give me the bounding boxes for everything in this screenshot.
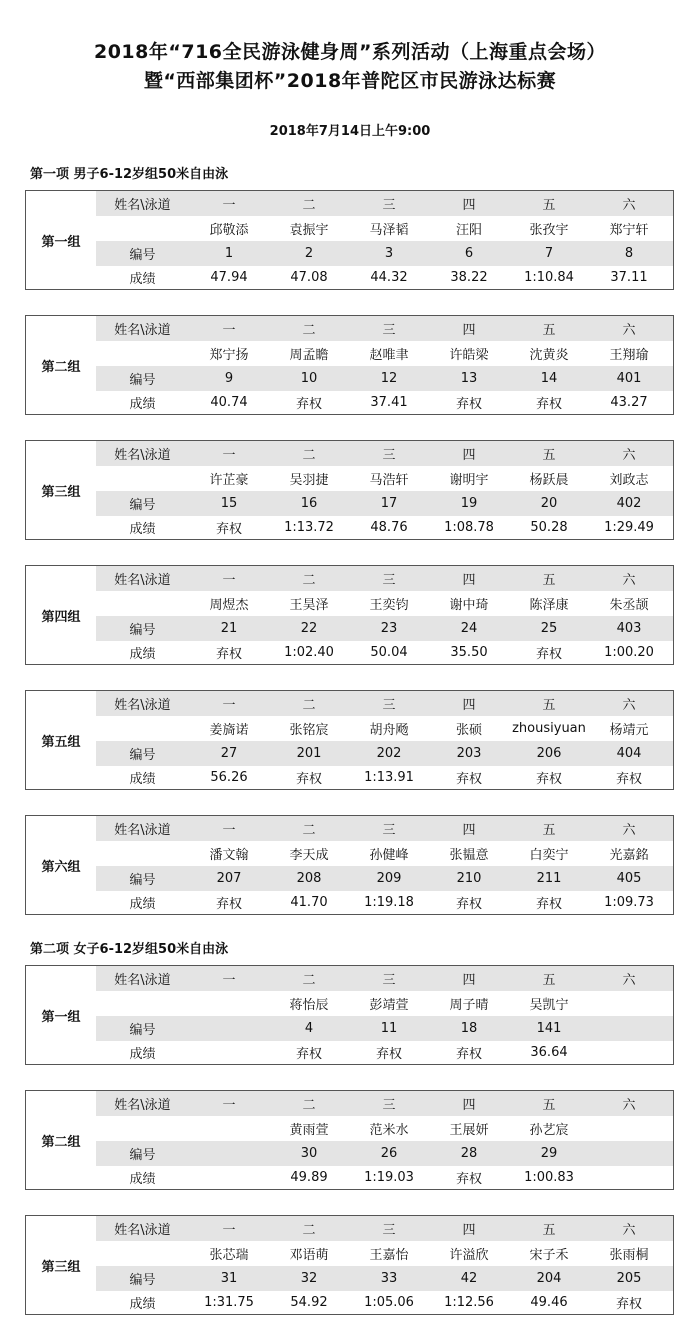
lane-label: 姓名\泳道: [114, 448, 171, 463]
lane-number: 四: [462, 448, 476, 463]
lane-number: 三: [382, 698, 396, 713]
scores-row: [96, 765, 673, 789]
swimmer-number: 401: [616, 371, 642, 386]
scores-row: [96, 1165, 673, 1189]
swimmer-name: 邓语萌: [289, 1248, 329, 1263]
lane-number: 二: [302, 973, 316, 988]
lane-number: 四: [462, 1098, 476, 1113]
numbers-row: [96, 1016, 673, 1041]
swimmer-score: 47.94: [210, 269, 248, 285]
swimmer-score: 弃权: [215, 521, 242, 537]
swimmer-score: 弃权: [535, 771, 562, 787]
group-label: 第五组: [41, 734, 81, 750]
swimmer-name: 汪阳: [455, 223, 482, 238]
swimmer-name: 周子晴: [449, 998, 489, 1013]
lane-number: 五: [542, 323, 556, 338]
lane-number: 六: [622, 1223, 636, 1238]
lane-number: 六: [622, 823, 636, 838]
swimmer-number: 16: [300, 496, 318, 511]
result-group-table: [25, 565, 674, 665]
swimmer-number: 7: [544, 246, 554, 261]
lane-number: 四: [462, 823, 476, 838]
swimmer-score: 弃权: [215, 646, 242, 662]
lane-header-row: [96, 191, 673, 216]
swimmer-number: 4: [304, 1021, 314, 1036]
score-label: 成绩: [129, 646, 156, 662]
swimmer-score: 1:05.06: [364, 1294, 414, 1310]
group-label: 第一组: [41, 1009, 81, 1025]
lane-number: 三: [382, 1223, 396, 1238]
swimmer-name: 陈泽康: [529, 598, 569, 613]
swimmer-score: 40.74: [210, 394, 248, 410]
lane-number: 四: [462, 198, 476, 213]
result-group-table: [25, 190, 674, 290]
lane-number: 五: [542, 823, 556, 838]
group-label: 第三组: [41, 1259, 81, 1275]
swimmer-number: 403: [616, 621, 642, 636]
lane-number: 六: [622, 573, 636, 588]
numbers-row: [96, 491, 673, 516]
scores-row: [96, 1040, 673, 1064]
swimmer-number: 1: [224, 246, 234, 261]
swimmer-number: 210: [456, 871, 482, 886]
swimmer-score: 弃权: [295, 1046, 322, 1062]
lane-number: 六: [622, 198, 636, 213]
numbers-row: [96, 741, 673, 766]
lane-number: 五: [542, 973, 556, 988]
swimmer-number: 32: [300, 1271, 318, 1286]
swimmer-name: 张韫意: [449, 848, 489, 863]
lane-label: 姓名\泳道: [114, 1223, 171, 1238]
swimmer-number: 19: [460, 496, 478, 511]
swimmer-name: 吴羽捷: [289, 473, 329, 488]
swimmer-name: 马泽韬: [369, 223, 409, 238]
score-label: 成绩: [129, 771, 156, 787]
swimmer-score: 44.32: [370, 269, 408, 285]
lane-number: 三: [382, 198, 396, 213]
result-group-table: [25, 965, 674, 1065]
lane-label: 姓名\泳道: [114, 198, 171, 213]
scores-row: [96, 515, 673, 539]
swimmer-number: 29: [540, 1146, 558, 1161]
numbers-row: [96, 866, 673, 891]
result-group-table: [25, 315, 674, 415]
lane-number: 二: [302, 573, 316, 588]
swimmer-number: 21: [220, 621, 238, 636]
swimmer-name: 孙艺宸: [529, 1123, 569, 1138]
swimmer-score: 1:10.84: [524, 269, 574, 285]
lane-number: 五: [542, 198, 556, 213]
swimmer-number: 26: [380, 1146, 398, 1161]
swimmer-score: 56.26: [210, 769, 248, 785]
swimmer-number: 23: [380, 621, 398, 636]
names-row: [96, 841, 673, 866]
lane-number: 二: [302, 448, 316, 463]
swimmer-name: 赵唯聿: [369, 348, 409, 363]
swimmer-number: 22: [300, 621, 318, 636]
swimmer-number: 10: [300, 371, 318, 386]
swimmer-name: 王奕钧: [369, 598, 409, 613]
names-row: [96, 341, 673, 366]
swimmer-name: 谢中琦: [449, 598, 489, 613]
swimmer-number: 11: [380, 1021, 398, 1036]
swimmer-number: 27: [220, 746, 238, 761]
lane-number: 六: [622, 1098, 636, 1113]
names-row: [96, 716, 673, 741]
lane-label: 姓名\泳道: [114, 323, 171, 338]
swimmer-number: 9: [224, 371, 234, 386]
lane-header-row: [96, 691, 673, 716]
number-label: 编号: [129, 873, 156, 888]
names-row: [96, 991, 673, 1016]
swimmer-number: 2: [304, 246, 314, 261]
swimmer-number: 12: [380, 371, 398, 386]
swimmer-name: 吴凯宁: [529, 998, 569, 1013]
swimmer-number: 141: [536, 1021, 562, 1036]
number-label: 编号: [129, 1148, 156, 1163]
swimmer-score: 50.28: [530, 519, 568, 535]
swimmer-name: 范米水: [369, 1123, 409, 1138]
swimmer-score: 43.27: [610, 394, 648, 410]
swimmer-name: 张雨桐: [609, 1248, 649, 1263]
lane-number: 五: [542, 1223, 556, 1238]
swimmer-name: 蒋怡辰: [289, 998, 329, 1013]
swimmer-number: 20: [540, 496, 558, 511]
numbers-row: [96, 366, 673, 391]
swimmer-name: 马浩轩: [369, 473, 409, 488]
swimmer-number: 207: [216, 871, 242, 886]
swimmer-score: 50.04: [370, 644, 408, 660]
lane-number: 二: [302, 198, 316, 213]
group-label: 第一组: [41, 234, 81, 250]
swimmer-score: 弃权: [455, 1171, 482, 1187]
scores-row: [96, 390, 673, 414]
result-group-table: [25, 1090, 674, 1190]
names-row: [96, 591, 673, 616]
lane-number: 一: [222, 823, 236, 838]
swimmer-number: 208: [296, 871, 322, 886]
lane-number: 三: [382, 973, 396, 988]
lane-number: 一: [222, 323, 236, 338]
lane-label: 姓名\泳道: [114, 823, 171, 838]
swimmer-name: 姜旖诺: [209, 723, 249, 738]
swimmer-score: 1:09.73: [604, 894, 654, 910]
lane-number: 六: [622, 323, 636, 338]
swimmer-score: 弃权: [455, 771, 482, 787]
score-label: 成绩: [129, 521, 156, 537]
swimmer-number: 205: [616, 1271, 642, 1286]
event-date: 2018年7月14日上午9:00: [269, 124, 431, 139]
swimmer-score: 弃权: [535, 646, 562, 662]
swimmer-number: 18: [460, 1021, 478, 1036]
swimmer-score: 1:12.56: [444, 1294, 494, 1310]
group-label: 第四组: [41, 609, 81, 625]
number-label: 编号: [129, 373, 156, 388]
lane-header-row: [96, 816, 673, 841]
swimmer-name: 许皓梁: [449, 348, 489, 363]
score-label: 成绩: [129, 1171, 156, 1187]
score-label: 成绩: [129, 1296, 156, 1312]
scores-row: [96, 265, 673, 289]
swimmer-score: 37.11: [610, 269, 648, 285]
swimmer-name: 李天成: [289, 848, 329, 863]
swimmer-number: 6: [464, 246, 474, 261]
swimmer-score: 弃权: [455, 1046, 482, 1062]
swimmer-number: 404: [616, 746, 642, 761]
page-title-line1: 2018年“716全民游泳健身周”系列活动（上海重点会场）: [93, 41, 607, 63]
names-row: [96, 1241, 673, 1266]
numbers-row: [96, 241, 673, 266]
swimmer-number: 201: [296, 746, 322, 761]
swimmer-name: 白奕宁: [529, 848, 569, 863]
result-group-table: [25, 440, 674, 540]
swimmer-score: 1:19.18: [364, 894, 414, 910]
swimmer-name: 宋子禾: [529, 1248, 569, 1263]
lane-number: 四: [462, 1223, 476, 1238]
lane-number: 五: [542, 1098, 556, 1113]
result-group-table: [25, 690, 674, 790]
swimmer-score: 1:29.49: [604, 519, 654, 535]
number-label: 编号: [129, 623, 156, 638]
lane-header-row: [96, 1091, 673, 1116]
score-label: 成绩: [129, 1046, 156, 1062]
swimmer-name: 许溢欣: [449, 1248, 489, 1263]
swimmer-number: 209: [376, 871, 402, 886]
swimmer-name: 张铭宸: [289, 723, 329, 738]
swimmer-score: 弃权: [535, 896, 562, 912]
swimmer-name: 胡舟飏: [369, 723, 409, 738]
swimmer-score: 弃权: [455, 396, 482, 412]
swimmer-name: 沈黄炎: [529, 348, 569, 363]
score-label: 成绩: [129, 271, 156, 287]
swimmer-name: 周煜杰: [209, 598, 249, 613]
page-title-line2: 暨“西部集团杯”2018年普陀区市民游泳达标赛: [143, 70, 557, 92]
lane-number: 三: [382, 823, 396, 838]
numbers-row: [96, 1266, 673, 1291]
names-row: [96, 466, 673, 491]
swimmer-name: 张硕: [455, 723, 482, 738]
swimmer-score: 41.70: [290, 894, 328, 910]
scores-row: [96, 1290, 673, 1314]
swimmer-score: 47.08: [290, 269, 328, 285]
swimmer-name: 周孟瞻: [289, 348, 329, 363]
result-group-table: [25, 815, 674, 915]
swimmer-score: 1:13.72: [284, 519, 334, 535]
lane-number: 六: [622, 973, 636, 988]
swimmer-number: 3: [384, 246, 394, 261]
swimmer-number: 17: [380, 496, 398, 511]
swimmer-score: 弃权: [215, 896, 242, 912]
swimmer-score: 48.76: [370, 519, 408, 535]
lane-number: 六: [622, 448, 636, 463]
swimmer-number: 30: [300, 1146, 318, 1161]
swimmer-score: 1:00.20: [604, 644, 654, 660]
swimmer-number: 13: [460, 371, 478, 386]
swimmer-number: 211: [536, 871, 562, 886]
swimmer-score: 54.92: [290, 1294, 328, 1310]
swimmer-name: 杨跃晨: [529, 473, 569, 488]
lane-label: 姓名\泳道: [114, 573, 171, 588]
swimmer-score: 38.22: [450, 269, 488, 285]
swimmer-name: 王展妍: [449, 1123, 489, 1138]
scores-row: [96, 890, 673, 914]
swimmer-name: 谢明宇: [449, 473, 489, 488]
swimmer-number: 15: [220, 496, 238, 511]
lane-number: 一: [222, 698, 236, 713]
swimmer-score: 1:19.03: [364, 1169, 414, 1185]
lane-number: 六: [622, 698, 636, 713]
swimmer-score: 35.50: [450, 644, 488, 660]
lane-header-row: [96, 316, 673, 341]
swimmer-number: 28: [460, 1146, 478, 1161]
swimmer-score: 37.41: [370, 394, 408, 410]
swimmer-score: 1:08.78: [444, 519, 494, 535]
lane-number: 一: [222, 573, 236, 588]
numbers-row: [96, 1141, 673, 1166]
lane-label: 姓名\泳道: [114, 698, 171, 713]
swimmer-score: 弃权: [615, 1296, 642, 1312]
lane-number: 三: [382, 448, 396, 463]
names-row: [96, 1116, 673, 1141]
swimmer-score: 弃权: [455, 896, 482, 912]
score-label: 成绩: [129, 396, 156, 412]
lane-number: 二: [302, 1223, 316, 1238]
swimmer-score: 36.64: [530, 1044, 568, 1060]
swimmer-score: 1:02.40: [284, 644, 334, 660]
group-label: 第二组: [41, 359, 81, 375]
lane-number: 四: [462, 698, 476, 713]
number-label: 编号: [129, 748, 156, 763]
swimmer-score: 1:00.83: [524, 1169, 574, 1185]
swimmer-name: 张孜宇: [529, 223, 569, 238]
score-label: 成绩: [129, 896, 156, 912]
swimmer-name: 袁振宇: [289, 223, 329, 238]
lane-number: 一: [222, 1098, 236, 1113]
lane-label: 姓名\泳道: [114, 973, 171, 988]
lane-number: 二: [302, 823, 316, 838]
swimmer-number: 202: [376, 746, 402, 761]
lane-number: 二: [302, 1098, 316, 1113]
lane-number: 一: [222, 448, 236, 463]
lane-header-row: [96, 966, 673, 991]
swimmer-name: 郑宁扬: [209, 348, 249, 363]
swimmer-name: 王昊泽: [289, 598, 329, 613]
swimmer-name: 朱丞颉: [609, 598, 649, 613]
swimmer-number: 206: [536, 746, 562, 761]
swimmer-name: 黄雨萱: [289, 1123, 329, 1138]
swimmer-score: 弃权: [375, 1046, 402, 1062]
swimmer-name: 刘政志: [609, 473, 649, 488]
lane-header-row: [96, 566, 673, 591]
swimmer-number: 14: [540, 371, 558, 386]
lane-number: 三: [382, 1098, 396, 1113]
scores-row: [96, 640, 673, 664]
swimmer-name: 孙健峰: [369, 848, 409, 863]
swimmer-name: zhousiyuan: [512, 721, 586, 736]
swimmer-name: 郑宁轩: [609, 223, 649, 238]
swimmer-number: 204: [536, 1271, 562, 1286]
lane-header-row: [96, 1216, 673, 1241]
lane-number: 四: [462, 573, 476, 588]
swimmer-number: 31: [220, 1271, 238, 1286]
swimmer-score: 49.46: [530, 1294, 568, 1310]
swimmer-score: 弃权: [615, 771, 642, 787]
swimmer-name: 光嘉銘: [609, 848, 649, 863]
swimmer-name: 潘文翰: [209, 848, 249, 863]
lane-number: 五: [542, 698, 556, 713]
swimmer-name: 邱敬添: [209, 223, 249, 238]
number-label: 编号: [129, 498, 156, 513]
swimmer-number: 33: [380, 1271, 398, 1286]
swimmer-score: 1:13.91: [364, 769, 414, 785]
swimmer-name: 张芯瑞: [209, 1248, 249, 1263]
section-title: 第一项 男子6-12岁组50米自由泳: [30, 167, 229, 182]
swimmer-number: 25: [540, 621, 558, 636]
swimmer-name: 彭靖萱: [369, 998, 409, 1013]
names-row: [96, 216, 673, 241]
lane-header-row: [96, 441, 673, 466]
lane-number: 五: [542, 448, 556, 463]
swimmer-number: 42: [460, 1271, 478, 1286]
lane-number: 二: [302, 698, 316, 713]
swimmer-number: 8: [624, 246, 634, 261]
lane-number: 三: [382, 323, 396, 338]
swimmer-number: 203: [456, 746, 482, 761]
swimmer-number: 402: [616, 496, 642, 511]
section-title: 第二项 女子6-12岁组50米自由泳: [30, 942, 229, 957]
lane-number: 四: [462, 973, 476, 988]
swimmer-name: 杨靖元: [609, 723, 649, 738]
number-label: 编号: [129, 1023, 156, 1038]
swimmer-name: 许芷豪: [209, 473, 249, 488]
group-label: 第六组: [41, 859, 81, 875]
lane-number: 一: [222, 973, 236, 988]
swimmer-name: 王嘉怡: [369, 1248, 409, 1263]
lane-number: 一: [222, 198, 236, 213]
swimmer-number: 24: [460, 621, 478, 636]
lane-number: 五: [542, 573, 556, 588]
result-group-table: [25, 1215, 674, 1315]
group-label: 第三组: [41, 484, 81, 500]
swimmer-score: 1:31.75: [204, 1294, 254, 1310]
lane-label: 姓名\泳道: [114, 1098, 171, 1113]
lane-number: 三: [382, 573, 396, 588]
swimmer-number: 405: [616, 871, 642, 886]
number-label: 编号: [129, 1273, 156, 1288]
lane-number: 二: [302, 323, 316, 338]
swimmer-score: 弃权: [535, 396, 562, 412]
lane-number: 四: [462, 323, 476, 338]
lane-number: 一: [222, 1223, 236, 1238]
number-label: 编号: [129, 248, 156, 263]
swimmer-score: 弃权: [295, 396, 322, 412]
group-label: 第二组: [41, 1134, 81, 1150]
swimmer-name: 王翔瑜: [609, 348, 649, 363]
swimmer-score: 弃权: [295, 771, 322, 787]
numbers-row: [96, 616, 673, 641]
swimmer-score: 49.89: [290, 1169, 328, 1185]
